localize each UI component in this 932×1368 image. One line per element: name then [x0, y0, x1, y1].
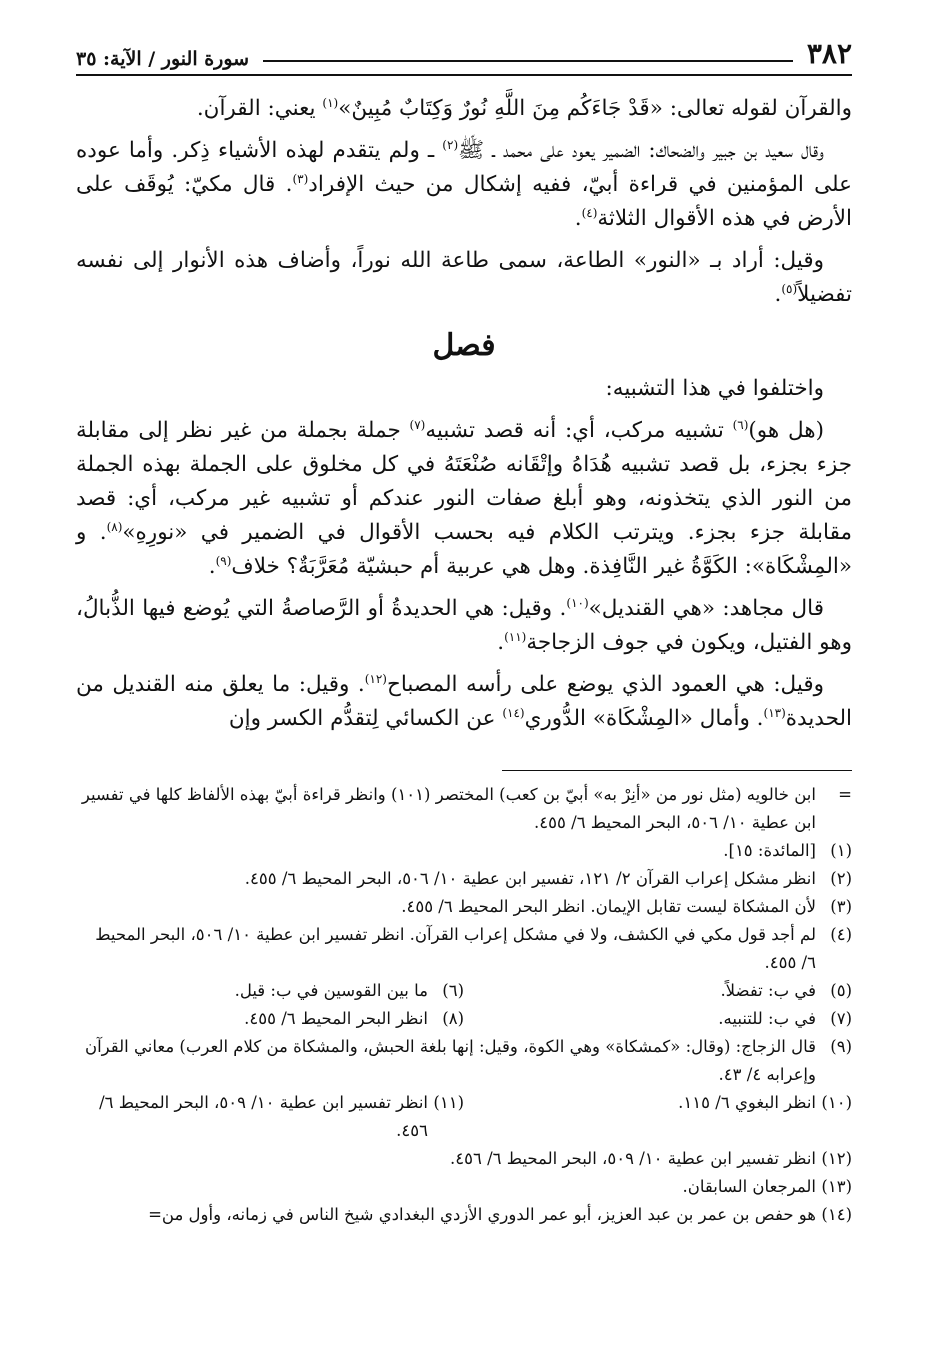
- footnote: (٩) قال الزجاج: (وقال: «كمشكاة» وهي الكوة، وقيل: إنها بلغة الحبش، والمشكاة من كلام العرب) معاني القرآن وإعرابه ٤/ ٤٣.: [84, 1037, 852, 1084]
- footnotes: [76, 781, 852, 1229]
- footnote-ref: (٤): [581, 205, 598, 220]
- footnote: (٣) لأن المشكاة ليست تقابل الإيمان. انظر البحر المحيط ٦/ ٤٥٥.: [401, 897, 852, 916]
- footnote-ref: (٦): [732, 417, 749, 432]
- footnote-separator: [502, 770, 852, 771]
- footnote: (٤) لم أجد قول مكي في الكشف، ولا في مشكل إعراب القرآن. انظر تفسير ابن عطية ١٠/ ٥٠٦، البحر المحيط ٦/ ٤٥٥.: [95, 925, 852, 972]
- footnote: (١) [المائدة: ١٥].: [723, 841, 852, 860]
- footnote: (٢) انظر مشكل إعراب القرآن ٢/ ١٢١، تفسير ابن عطية ١٠/ ٥٠٦، البحر المحيط ٦/ ٤٥٥.: [244, 869, 852, 888]
- paragraph: وقيل: هي العمود الذي يوضع على رأسه المصباح$^{(١٢)}$. وقيل: ما يعلق منه القنديل من الحديدة$^{(١٣)}$. وأمال «المِشْكَاة» الدُّوري$^{(١٤)}$ عن الكسائي لِتقدُّم الكسر وإن: [76, 671, 852, 731]
- footnote-ref: (١٢): [364, 671, 387, 686]
- page-number: ٣٨٢: [806, 37, 852, 70]
- paragraph: والقرآن لقوله تعالى: «قَدْ جَاءَكُم مِنَ اللَّهِ نُورٌ وَكِتَابٌ مُبِينٌ»$^{(١)}$ يعني: القرآن.: [196, 95, 852, 121]
- footnote-pair: [76, 1005, 852, 1033]
- footnote-ref: (٢): [442, 137, 459, 152]
- footnote: (١١) انظر تفسير ابن عطية ١٠/ ٥٠٩، البحر المحيط ٦/ ٤٥٦.: [99, 1093, 464, 1140]
- footnote-ref: (١٠): [566, 595, 589, 610]
- footnote: (١٢) انظر تفسير ابن عطية ١٠/ ٥٠٩، البحر المحيط ٦/ ٤٥٦.: [449, 1149, 852, 1168]
- footnote-ref: (١١): [504, 629, 527, 644]
- running-title: سورة النور / الآية: ٣٥: [76, 48, 250, 70]
- footnote-ref: (١٤): [502, 705, 525, 720]
- footnote-ref: (٣): [292, 171, 309, 186]
- footnote-pair: [76, 1089, 852, 1145]
- footnote: (٥) في ب: تفضلاً.: [720, 981, 852, 1000]
- footnote-ref: (٥): [781, 281, 798, 296]
- footnote: (١٤) هو حفص بن عمر بن عبد العزيز، أبو عمر الدوري الأزدي البغدادي شيخ الناس في زمانه، وأول من=: [148, 1205, 852, 1224]
- paragraph: وقيل: أراد بـ «النور» الطاعة، سمى طاعة الله نوراً، وأضاف هذه الأنوار إلى نفسه تفضيلاً$^{(٥)}$.: [76, 248, 852, 307]
- footnote: (٧) في ب: للتنبيه.: [718, 1009, 852, 1028]
- footnote: (٨) انظر البحر المحيط ٦/ ٤٥٥.: [244, 1009, 464, 1028]
- section-title: فصل: [432, 328, 496, 363]
- footnote-ref: (٧): [409, 417, 426, 432]
- paragraph: وقال سعيد بن جبير والضحاك: الضمير يعود على محمد ـ ﷺ$^{(٢)}$ ـ ولم يتقدم لهذه الأشياء ذِكر. وأما عوده على المؤمنين في قراءة أبيّ، ففيه إشكال من حيث الإفراد$^{(٣)}$. قال مكيّ: يُوقَف على الأرض في هذه الأقوال الثلاثة$^{(٤)}$.: [76, 137, 852, 231]
- footnote: (١٠) انظر البغوي ٦/ ١١٥.: [678, 1093, 852, 1112]
- footnote-ref: (١٣): [763, 705, 786, 720]
- paragraph: قال مجاهد: «هي القنديل»$^{(١٠)}$. وقيل: هي الحديدةُ أو الرَّصاصةُ التي يُوضع فيها الذُّبالُ، وهو الفتيل، ويكون في جوف الزجاجة$^{(١١)}$.: [76, 595, 852, 655]
- footnote: (٦) ما بين القوسين في ب: قيل.: [234, 981, 464, 1000]
- footnote-ref: (٨): [106, 519, 123, 534]
- main-text: [76, 92, 852, 736]
- footnote: (١٣) المرجعان السابقان.: [682, 1177, 852, 1196]
- paragraph: واختلفوا في هذا التشبيه:: [605, 376, 824, 401]
- footnote-pair: [76, 977, 852, 1005]
- page-header: [76, 30, 852, 76]
- footnote-ref: (٩): [215, 553, 232, 568]
- paragraph: (هل هو)$^{(٦)}$ تشبيه مركب، أي: أنه قصد تشبيه$^{(٧)}$ جملة بجملة من غير نظر إلى مقابلة جزء بجزء، بل قصد تشبيه هُدَاهُ وإتْقَانه صُنْعَتَهُ في كل مخلوق على الجملة بهذه الجملة من النور الذي يتخذونه، وهو أبلغ صفات النور عندكم أو تشبيه غير مركب، أي: قصد مقابلة جزء بجزء. ويترتب الكلام فيه بحسب الأقوال في الضمير في «نورِهِ»$^{(٨)}$. و «المِشْكَاة»: الكَوَّةُ غير النَّافِذة. وهل هي عربية أم حبشيّة مُعَرَّبَةٌ؟ خلاف$^{(٩)}$.: [76, 417, 852, 579]
- header-rule: [263, 60, 793, 62]
- footnote: = ابن خالويه (مثل نور من «أنِرْ به» أبيّ بن كعب) المختصر (١٠١) وانظر قراءة أبيّ بهذه الألفاظ كلها في تفسير ابن عطية ١٠/ ٥٠٦، البحر المحيط ٦/ ٤٥٥.: [81, 785, 852, 832]
- footnote-ref: (١): [322, 95, 339, 110]
